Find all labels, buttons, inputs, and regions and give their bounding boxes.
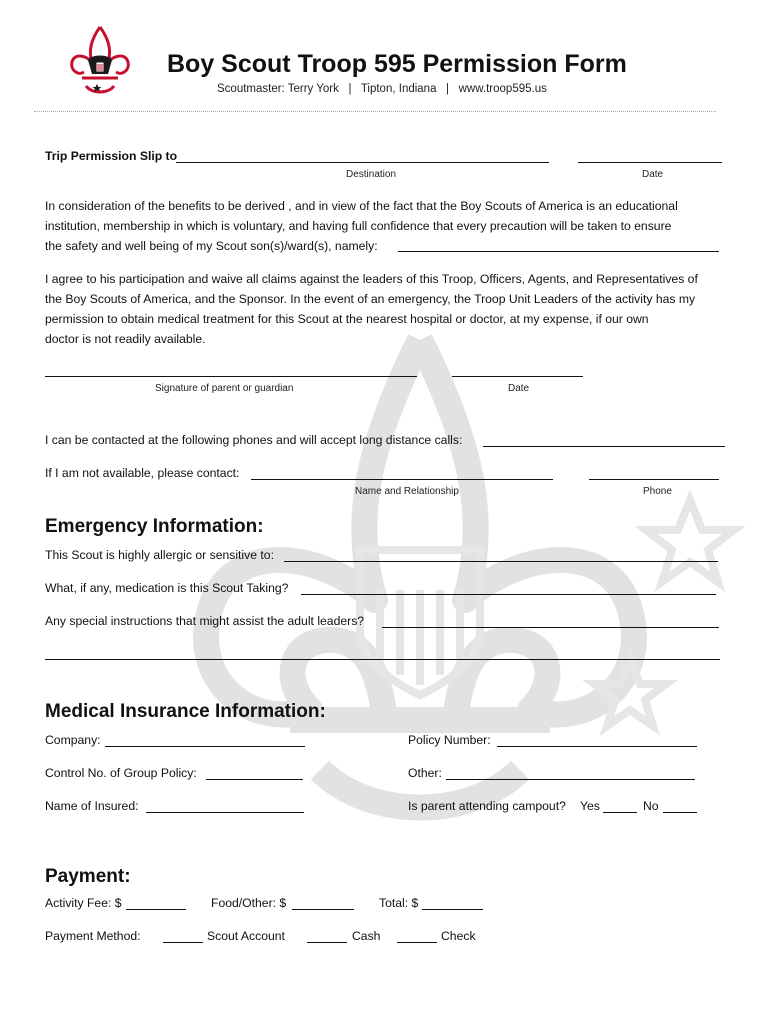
consent-line: the safety and well being of my Scout son(s)/ward(s), namely: [45, 239, 378, 253]
name-relationship-caption: Name and Relationship [355, 486, 459, 497]
total-label: Total: $ [379, 896, 419, 910]
waiver-line: the Boy Scouts of America, and the Sponsor. In the event of an emergency, the Troop Unit Leaders of the activity has my [45, 292, 696, 306]
scout-account-field[interactable] [163, 942, 203, 943]
check-field[interactable] [397, 942, 437, 943]
instructions-field-continued[interactable] [45, 659, 720, 660]
no-label: No [643, 799, 659, 813]
food-other-field[interactable] [292, 909, 354, 910]
destination-field[interactable] [176, 162, 549, 163]
other-label: Other: [408, 766, 442, 780]
signature-date-field[interactable] [452, 376, 583, 377]
allergy-label: This Scout is highly allergic or sensitive to: [45, 548, 274, 562]
consent-line: institution, membership in which is voluntary, and having full confidence that every precaution will be taken to ensure [45, 219, 672, 233]
cash-label: Cash [352, 929, 381, 943]
activity-fee-field[interactable] [126, 909, 186, 910]
medication-field[interactable] [301, 594, 716, 595]
trip-date-caption: Date [642, 169, 664, 180]
instructions-label: Any special instructions that might assist the adult leaders? [45, 614, 365, 628]
insurance-heading: Medical Insurance Information: [45, 701, 326, 722]
alternate-name-field[interactable] [251, 479, 553, 480]
trip-date-field[interactable] [578, 162, 722, 163]
phones-field[interactable] [483, 446, 725, 447]
trip-label: Trip Permission Slip to [45, 149, 178, 163]
page-title: Boy Scout Troop 595 Permission Form [167, 50, 627, 78]
payment-heading: Payment: [45, 866, 131, 887]
attending-no-field[interactable] [663, 812, 697, 813]
scout-name-field[interactable] [398, 251, 719, 252]
other-field[interactable] [446, 779, 695, 780]
alternate-phone-field[interactable] [589, 479, 719, 480]
company-label: Company: [45, 733, 101, 747]
control-number-field[interactable] [206, 779, 303, 780]
company-field[interactable] [105, 746, 305, 747]
policy-number-label: Policy Number: [408, 733, 491, 747]
attending-yes-field[interactable] [603, 812, 637, 813]
allergy-field[interactable] [284, 561, 718, 562]
signature-date-caption: Date [508, 383, 530, 394]
food-other-label: Food/Other: $ [211, 896, 287, 910]
consent-paragraph [45, 196, 735, 256]
yes-label: Yes [580, 799, 600, 813]
medication-label: What, if any, medication is this Scout Taking? [45, 581, 289, 595]
signature-caption: Signature of parent or guardian [155, 383, 294, 394]
scout-account-label: Scout Account [207, 929, 285, 943]
alternate-contact-label: If I am not available, please contact: [45, 466, 240, 480]
policy-number-field[interactable] [497, 746, 697, 747]
waiver-paragraph [45, 269, 735, 349]
payment-method-label: Payment Method: [45, 929, 141, 943]
insured-name-field[interactable] [146, 812, 304, 813]
destination-caption: Destination [346, 169, 397, 180]
parent-attending-label: Is parent attending campout? [408, 799, 566, 813]
check-label: Check [441, 929, 476, 943]
waiver-line: doctor is not readily available. [45, 332, 206, 346]
phone-caption: Phone [643, 486, 672, 497]
waiver-line: permission to obtain medical treatment for this Scout at the nearest hospital or doctor, at my expense, if our own [45, 312, 649, 326]
activity-fee-label: Activity Fee: $ [45, 896, 122, 910]
waiver-line: I agree to his participation and waive all claims against the leaders of this Troop, Officers, Agents, and Representatives of [45, 272, 698, 286]
insured-name-label: Name of Insured: [45, 799, 139, 813]
emergency-heading: Emergency Information: [45, 516, 264, 537]
phones-label: I can be contacted at the following phones and will accept long distance calls: [45, 433, 463, 447]
control-number-label: Control No. of Group Policy: [45, 766, 197, 780]
instructions-field[interactable] [382, 627, 719, 628]
cash-field[interactable] [307, 942, 347, 943]
signature-field[interactable] [45, 376, 417, 377]
consent-line: In consideration of the benefits to be derived , and in view of the fact that the Boy Scouts of America is an educational [45, 199, 678, 213]
page-subtitle: Scoutmaster: Terry York | Tipton, Indiana | www.troop595.us [217, 83, 547, 95]
total-field[interactable] [422, 909, 483, 910]
header-divider [34, 111, 716, 112]
fleur-de-lis-logo-icon [68, 24, 132, 100]
